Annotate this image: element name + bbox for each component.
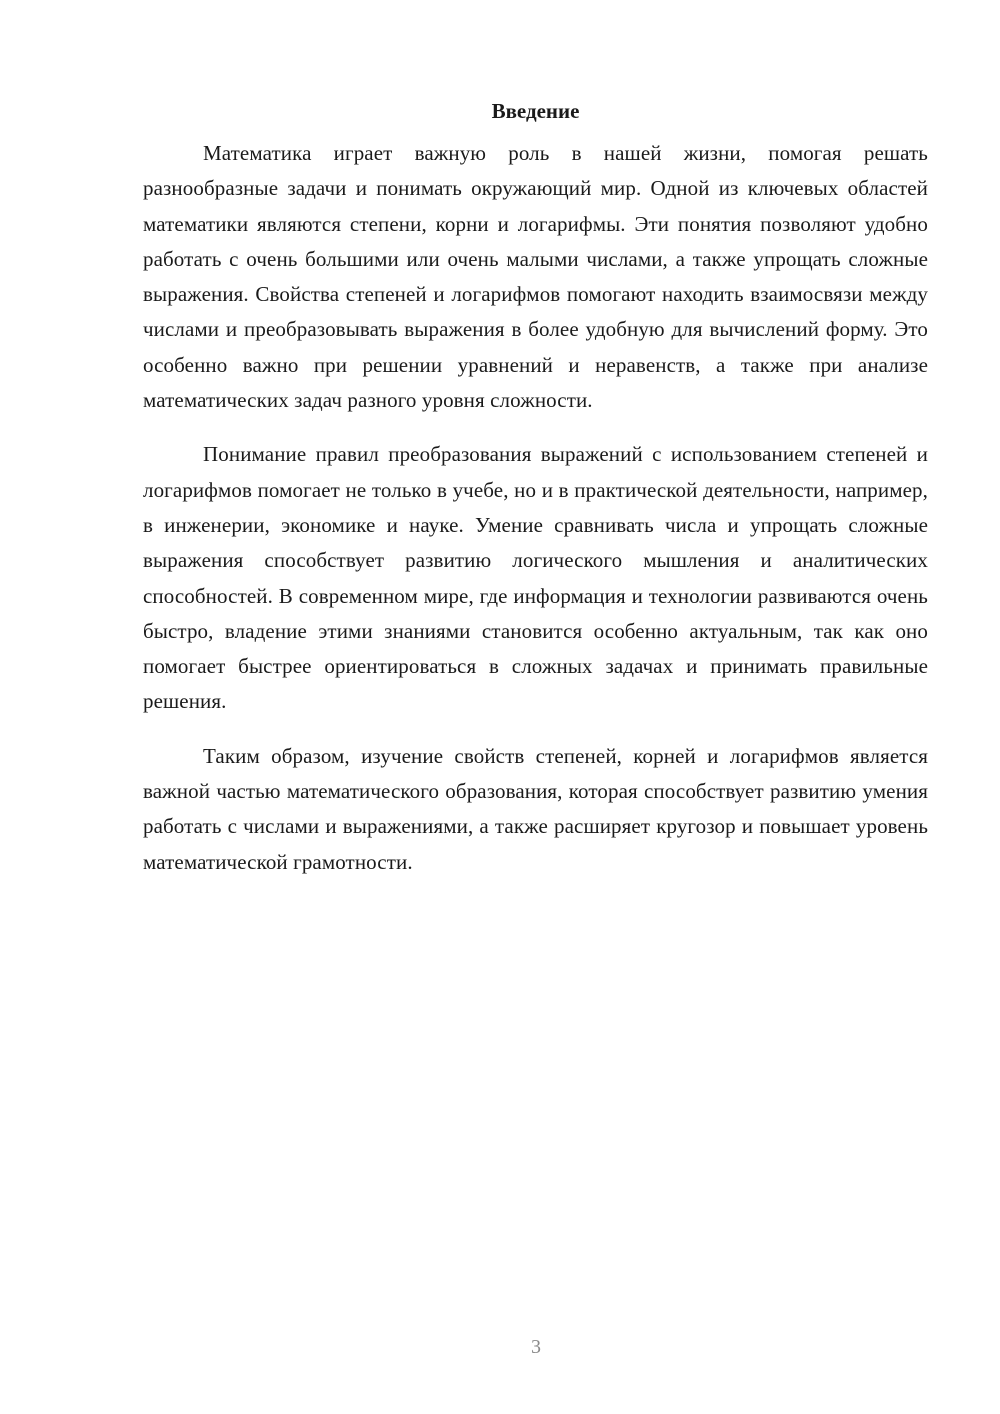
section-heading: Введение — [491, 99, 580, 123]
paragraph-3: Таким образом, изучение свойств степеней, корней и логарифмов является важной частью математического образования, которая способствует развитию умения работать с числами и выражениями, а также расширяет кругозор и повышает уровень математической грамотности. — [143, 743, 928, 874]
paragraph-1: Математика играет важную роль в нашей жизни, помогая решать разнообразные задачи и понимать окружающий мир. Одной из ключевых областей математики являются степени, корни и логарифмы. Эти понятия позволяют удобно работать с очень большими или очень малыми числами, а также упрощать сложные выражения. Свойства степеней и логарифмов помогают находить взаимосвязи между числами и преобразовывать выражения в более удобную для вычислений форму. Это особенно важно при решении уравнений и неравенств, а также при анализе математических задач разного уровня сложности. — [143, 141, 928, 413]
paragraph-2: Понимание правил преобразования выражений с использованием степеней и логарифмов помогает не только в учебе, но и в практической деятельности, например, в инженерии, экономике и науке. Умение сравнивать числа и упрощать сложные выражения способствует развитию логического мышления и аналитических способностей. В современном мире, где информация и технологии развиваются очень быстро, владение этими знаниями становится особенно актуальным, так как оно помогает быстрее ориентироваться в сложных задачах и принимать правильные решения. — [143, 442, 928, 714]
page-content — [143, 96, 928, 899]
page-number: 3 — [531, 1336, 541, 1358]
